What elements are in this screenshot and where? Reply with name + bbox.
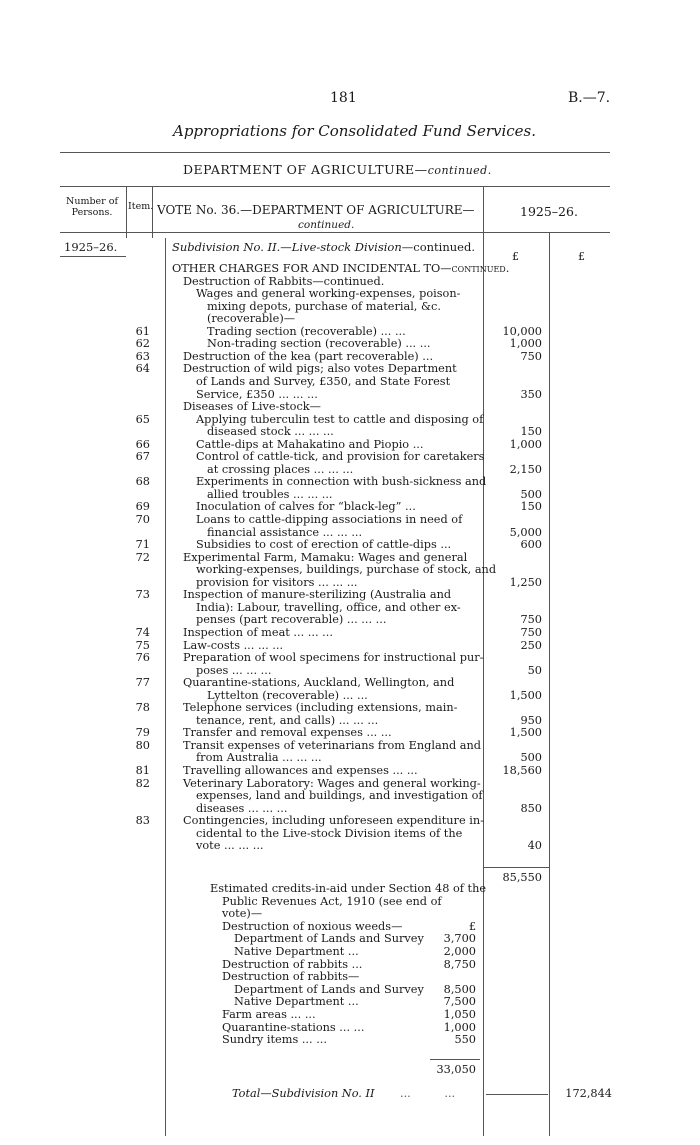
credit-value: £ — [468, 919, 476, 933]
table-row — [0, 802, 700, 815]
item-description: of Lands and Survey, £350, and State Forest — [196, 374, 451, 388]
table-row — [0, 413, 700, 426]
item-number: 72 — [135, 550, 150, 564]
item-description: Quarantine-stations, Auckland, Wellington, and — [183, 676, 455, 690]
item-description: Veterinary Laboratory: Wages and general working- — [183, 776, 481, 790]
table-row — [0, 839, 700, 852]
credit-description: Native Department ... — [234, 995, 359, 1009]
table-row — [0, 325, 700, 338]
header-item: Item. — [128, 201, 154, 212]
item-number: 78 — [135, 701, 150, 715]
item-description: diseased stock ... ... ... — [207, 425, 334, 439]
credit-description: Estimated credits-in-aid under Section 48 of the — [210, 882, 487, 895]
item-description: Control of cattle-tick, and provision for caretakers — [196, 450, 485, 464]
table-row — [0, 626, 700, 639]
credit-description: Department of Lands and Survey — [234, 932, 424, 946]
credit-description: Farm areas ... ... — [222, 1008, 316, 1021]
item-description: Transit expenses of veterinarians from England and — [183, 738, 482, 752]
item-number: 80 — [135, 738, 150, 752]
table-row — [0, 538, 700, 551]
item-description: Transfer and removal expenses ... ... — [183, 726, 392, 740]
credit-value: 8,750 — [443, 957, 476, 971]
credit-row — [0, 907, 700, 920]
total-label: Total—Subdivision No. II — [232, 1087, 375, 1100]
item-description: mixing depots, purchase of material, &c. — [207, 299, 441, 313]
item-amount: 350 — [520, 387, 542, 401]
credit-row — [0, 920, 700, 933]
table-row — [0, 664, 700, 677]
table-row — [0, 463, 700, 476]
item-description: Non-trading section (recoverable) ... ... — [207, 337, 431, 351]
credit-row — [0, 895, 700, 908]
table-row — [0, 639, 700, 652]
item-number: 68 — [135, 475, 150, 489]
table-row — [0, 726, 700, 739]
item-amount: 500 — [520, 751, 542, 765]
item-description: diseases ... ... ... — [196, 801, 288, 815]
credit-description: Quarantine-stations ... ... — [222, 1020, 365, 1034]
item-number: 66 — [135, 437, 150, 451]
table-row — [0, 500, 700, 513]
credit-row — [0, 1008, 700, 1021]
credit-value: 2,000 — [443, 945, 476, 958]
item-amount: 750 — [520, 349, 542, 363]
table-row — [0, 513, 700, 526]
item-number: 69 — [135, 500, 150, 514]
credits-total-rule — [430, 1059, 480, 1060]
item-description: Destruction of Rabbits—continued. — [183, 274, 385, 288]
credit-value: 3,700 — [443, 932, 476, 946]
item-description: financial assistance ... ... ... — [207, 525, 363, 539]
table-row — [0, 400, 700, 413]
item-amount: 1,500 — [509, 726, 542, 740]
credit-description: vote)— — [222, 907, 263, 921]
credit-value: 8,500 — [443, 982, 476, 996]
table-top-rule — [60, 186, 610, 187]
table-row — [0, 488, 700, 501]
item-amount: 2,150 — [509, 462, 542, 476]
table-row — [0, 526, 700, 539]
item-number: 74 — [135, 625, 150, 639]
credit-value: 7,500 — [443, 995, 476, 1009]
item-description: allied troubles ... ... ... — [207, 487, 333, 501]
credit-description: Destruction of rabbits ... — [222, 957, 363, 971]
table-row — [0, 300, 700, 313]
department-continued: continued. — [427, 164, 492, 177]
header-vote: VOTE No. 36.—DEPARTMENT OF AGRICULTURE— — [157, 203, 475, 217]
subdivision-total-amount: 172,844 — [565, 1087, 612, 1100]
table-row — [0, 601, 700, 614]
section-reference: B.—7. — [568, 90, 611, 106]
item-description: Experiments in connection with bush-sickness and — [196, 475, 487, 489]
item-description: Trading section (recoverable) ... ... — [207, 324, 406, 338]
item-amount: 500 — [520, 487, 542, 501]
item-description: Lyttelton (recoverable) ... ... — [207, 688, 368, 702]
table-row — [0, 287, 700, 300]
item-description: (recoverable)— — [207, 312, 296, 326]
divider-item-desc — [152, 186, 153, 238]
item-description: Law-costs ... ... ... — [183, 638, 284, 652]
subdivision-heading — [172, 240, 475, 254]
table-row — [0, 676, 700, 689]
table-row — [0, 689, 700, 702]
item-description: Travelling allowances and expenses ... ... — [183, 764, 418, 777]
item-number: 83 — [135, 814, 150, 828]
header-vote-continued: continued. — [298, 219, 355, 231]
item-description: Contingencies, including unforeseen expenditure in- — [183, 814, 484, 828]
table-row — [0, 438, 700, 451]
item-amount: 150 — [520, 425, 542, 439]
item-amount: 850 — [520, 801, 542, 815]
credit-row — [0, 882, 700, 895]
item-amount: 18,560 — [502, 764, 542, 777]
item-number: 76 — [135, 651, 150, 665]
persons-year-rule — [60, 256, 126, 257]
item-description: Destruction of the kea (part recoverable) ... — [183, 349, 434, 363]
item-number: 81 — [135, 764, 150, 777]
item-amount: 1,000 — [509, 437, 542, 451]
table-row — [0, 651, 700, 664]
table-row — [0, 701, 700, 714]
credit-value: 1,050 — [443, 1008, 476, 1021]
pound-sign-amount: £ — [512, 250, 519, 263]
item-amount: 750 — [520, 613, 542, 627]
table-row — [0, 262, 700, 275]
table-row — [0, 475, 700, 488]
item-number: 82 — [135, 776, 150, 790]
item-number: 70 — [135, 513, 150, 526]
table-row — [0, 450, 700, 463]
total-rule — [486, 1094, 548, 1095]
item-description: Preparation of wool specimens for instructional pur- — [183, 651, 484, 665]
table-row — [0, 714, 700, 727]
persons-year: 1925–26. — [64, 240, 118, 254]
subdivision-label: Subdivision No. II.—Live-stock Division — [172, 240, 402, 254]
item-description: poses ... ... ... — [196, 663, 272, 677]
item-description: penses (part recoverable) ... ... ... — [196, 613, 387, 627]
credit-row — [0, 1033, 700, 1046]
subtotal-rule — [483, 867, 549, 868]
table-row — [0, 350, 700, 363]
table-row — [0, 388, 700, 401]
table-row — [0, 362, 700, 375]
item-amount: 40 — [527, 839, 542, 853]
credit-description: Native Department ... — [234, 945, 359, 958]
item-amount: 1,500 — [509, 688, 542, 702]
department-heading — [183, 162, 492, 177]
table-row — [0, 312, 700, 325]
item-description: working-expenses, buildings, purchase of stock, and — [196, 563, 497, 577]
item-number: 71 — [135, 538, 150, 552]
credit-row — [0, 995, 700, 1008]
item-description: Inspection of meat ... ... ... — [183, 625, 333, 639]
total-dots: ... ... — [400, 1087, 456, 1100]
item-description: OTHER CHARGES FOR AND INCIDENTAL TO—continued. — [172, 262, 510, 275]
item-description: Wages and general working-expenses, poison- — [196, 287, 461, 301]
credit-row — [0, 932, 700, 945]
item-description: tenance, rent, and calls) ... ... ... — [196, 713, 379, 727]
department-name: DEPARTMENT OF AGRICULTURE— — [183, 162, 428, 177]
table-row — [0, 751, 700, 764]
credit-row — [0, 958, 700, 971]
item-number: 62 — [135, 337, 150, 351]
item-number: 79 — [135, 726, 150, 740]
item-description: Cattle-dips at Mahakatino and Piopio ... — [196, 437, 424, 451]
column-header-rule — [60, 232, 610, 233]
table-row — [0, 764, 700, 777]
table-row — [0, 375, 700, 388]
item-number: 75 — [135, 638, 150, 652]
item-description: Subsidies to cost of erection of cattle-dips ... — [196, 538, 452, 552]
item-amount: 600 — [520, 538, 542, 552]
item-description: Experimental Farm, Mamaku: Wages and general — [183, 550, 468, 564]
item-description: Destruction of wild pigs; also votes Department — [183, 362, 457, 376]
item-description: vote ... ... ... — [196, 839, 264, 853]
table-row — [0, 739, 700, 752]
credit-value: 1,000 — [443, 1020, 476, 1034]
item-description: Diseases of Live-stock— — [183, 400, 321, 414]
item-number: 63 — [135, 349, 150, 363]
item-number: 65 — [135, 412, 150, 426]
item-amount: 1,000 — [509, 337, 542, 351]
item-description: Inspection of manure-sterilizing (Australia and — [183, 588, 452, 602]
credit-row — [0, 983, 700, 996]
item-amount: 10,000 — [502, 324, 542, 338]
page-title: Appropriations for Consolidated Fund Services. — [173, 122, 537, 140]
item-number: 73 — [135, 588, 150, 602]
table-row — [0, 588, 700, 601]
header-year: 1925–26. — [520, 204, 578, 219]
table-row — [0, 789, 700, 802]
item-number: 61 — [135, 324, 150, 338]
table-row — [0, 814, 700, 827]
item-amount: 750 — [520, 625, 542, 639]
item-description: expenses, land and buildings, and investigation of — [196, 789, 483, 803]
item-description: provision for visitors ... ... ... — [196, 575, 358, 589]
credit-description: Sundry items ... ... — [222, 1033, 327, 1047]
item-number: 64 — [135, 362, 150, 376]
table-row — [0, 425, 700, 438]
subtotal-amount: 85,550 — [502, 871, 542, 884]
table-row — [0, 576, 700, 589]
table-row — [0, 551, 700, 564]
credit-description: Destruction of noxious weeds— — [222, 919, 403, 933]
pound-sign-total: £ — [578, 250, 585, 263]
item-amount: 950 — [520, 713, 542, 727]
item-amount: 250 — [520, 638, 542, 652]
credit-description: Department of Lands and Survey — [234, 982, 424, 996]
header-persons: Number of Persons. — [66, 196, 118, 218]
item-description: from Australia ... ... ... — [196, 751, 322, 765]
divider-persons-item — [126, 186, 127, 238]
item-amount: 50 — [527, 663, 542, 677]
credit-description: Public Revenues Act, 1910 (see end of — [222, 894, 442, 908]
credits-total: 33,050 — [436, 1063, 476, 1076]
table-row — [0, 337, 700, 350]
page-number: 181 — [330, 90, 357, 106]
table-row — [0, 563, 700, 576]
table-row — [0, 777, 700, 790]
subdivision-total-label — [232, 1087, 374, 1100]
credit-description: Destruction of rabbits— — [222, 970, 360, 984]
item-description: Service, £350 ... ... ... — [196, 387, 318, 401]
item-description: Loans to cattle-dipping associations in need of — [196, 513, 463, 526]
item-amount: 5,000 — [509, 525, 542, 539]
item-description: Telephone services (including extensions, main- — [183, 701, 458, 715]
credit-row — [0, 945, 700, 958]
item-amount: 150 — [520, 500, 542, 514]
table-row — [0, 613, 700, 626]
header-rule — [60, 152, 610, 153]
table-row — [0, 275, 700, 288]
item-amount: 1,250 — [509, 575, 542, 589]
credit-row — [0, 970, 700, 983]
item-description: at crossing places ... ... ... — [207, 462, 354, 476]
item-description: Inoculation of calves for “black-leg” ... — [196, 500, 416, 514]
item-number: 67 — [135, 450, 150, 464]
item-description: India): Labour, travelling, office, and other ex- — [196, 600, 461, 614]
item-description: cidental to the Live-stock Division items of the — [196, 826, 463, 840]
credit-row — [0, 1021, 700, 1034]
subdivision-suffix: —continued. — [401, 240, 475, 254]
credit-value: 550 — [454, 1033, 476, 1047]
item-description: Applying tuberculin test to cattle and disposing of — [196, 412, 484, 426]
table-row — [0, 827, 700, 840]
item-number: 77 — [135, 676, 150, 690]
